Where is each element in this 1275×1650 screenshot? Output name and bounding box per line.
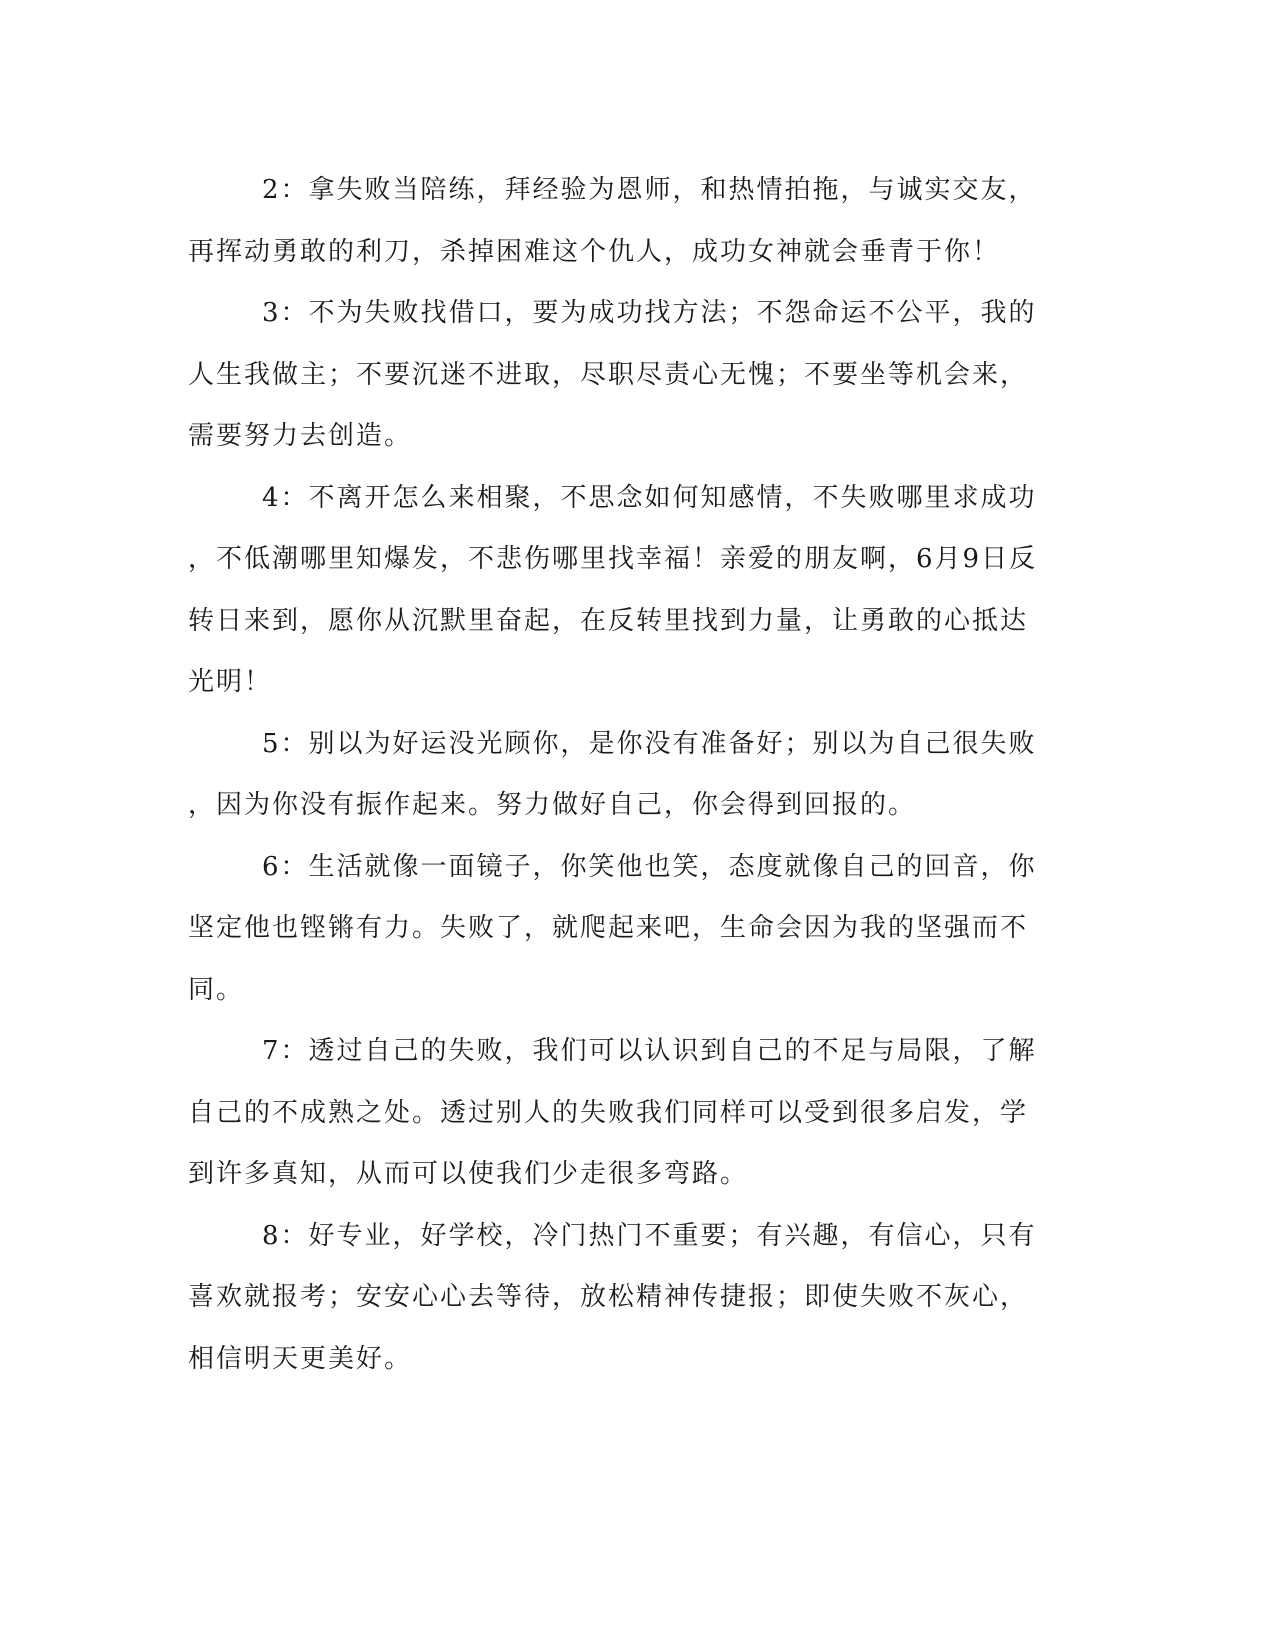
paragraph-line: 2：拿失败当陪练，拜经验为恩师，和热情拍拖，与诚实交友， <box>262 175 1037 205</box>
paragraph-line: 5：别以为好运没光顾你，是你没有准备好；别以为自己很失败 <box>262 728 1037 759</box>
paragraph-line: 转日来到，愿你从沉默里奋起，在反转里找到力量，让勇敢的心抵达 <box>188 605 1029 636</box>
paragraph-4 <box>188 468 1078 714</box>
paragraph-line: 到许多真知，从而可以使我们少走很多弯路。 <box>188 1159 749 1189</box>
paragraph-7 <box>188 1021 1078 1206</box>
paragraph-line: 喜欢就报考；安安心心去等待，放松精神传捷报；即使失败不灰心， <box>188 1282 1029 1312</box>
paragraph-line: ，因为你没有振作起来。努力做好自己，你会得到回报的。 <box>188 790 917 820</box>
text-body <box>188 160 1078 1390</box>
paragraph-2 <box>188 160 1078 283</box>
paragraph-line: ，不低潮哪里知爆发，不悲伤哪里找幸福！亲爱的朋友啊，6月9日反 <box>188 544 1038 574</box>
paragraph-line: 8：好专业，好学校，冷门热门不重要；有兴趣，有信心，只有 <box>262 1220 1037 1251</box>
paragraph-8 <box>188 1206 1078 1391</box>
paragraph-line: 自己的不成熟之处。透过别人的失败我们同样可以受到很多启发，学 <box>188 1097 1029 1128</box>
paragraph-6 <box>188 837 1078 1022</box>
paragraph-line: 坚定他也铿锵有力。失败了，就爬起来吧，生命会因为我的坚强而不 <box>188 913 1029 943</box>
paragraph-line: 再挥动勇敢的利刀，杀掉困难这个仇人，成功女神就会垂青于你！ <box>188 236 1001 267</box>
paragraph-line: 7：透过自己的失败，我们可以认识到自己的不足与局限，了解 <box>262 1036 1037 1066</box>
paragraph-3 <box>188 283 1078 468</box>
paragraph-line: 相信明天更美好。 <box>188 1343 413 1374</box>
paragraph-line: 同。 <box>188 974 245 1005</box>
paragraph-line: 6：生活就像一面镜子，你笑他也笑，态度就像自己的回音，你 <box>262 851 1037 882</box>
paragraph-line: 需要努力去创造。 <box>188 421 413 451</box>
paragraph-line: 光明！ <box>188 667 273 697</box>
paragraph-line: 人生我做主；不要沉迷不进取，尽职尽责心无愧；不要坐等机会来， <box>188 359 1029 390</box>
paragraph-line: 4：不离开怎么来相聚，不思念如何知感情，不失败哪里求成功 <box>262 482 1037 513</box>
paragraph-5 <box>188 714 1078 837</box>
paragraph-line: 3：不为失败找借口，要为成功找方法；不怨命运不公平，我的 <box>262 298 1037 328</box>
